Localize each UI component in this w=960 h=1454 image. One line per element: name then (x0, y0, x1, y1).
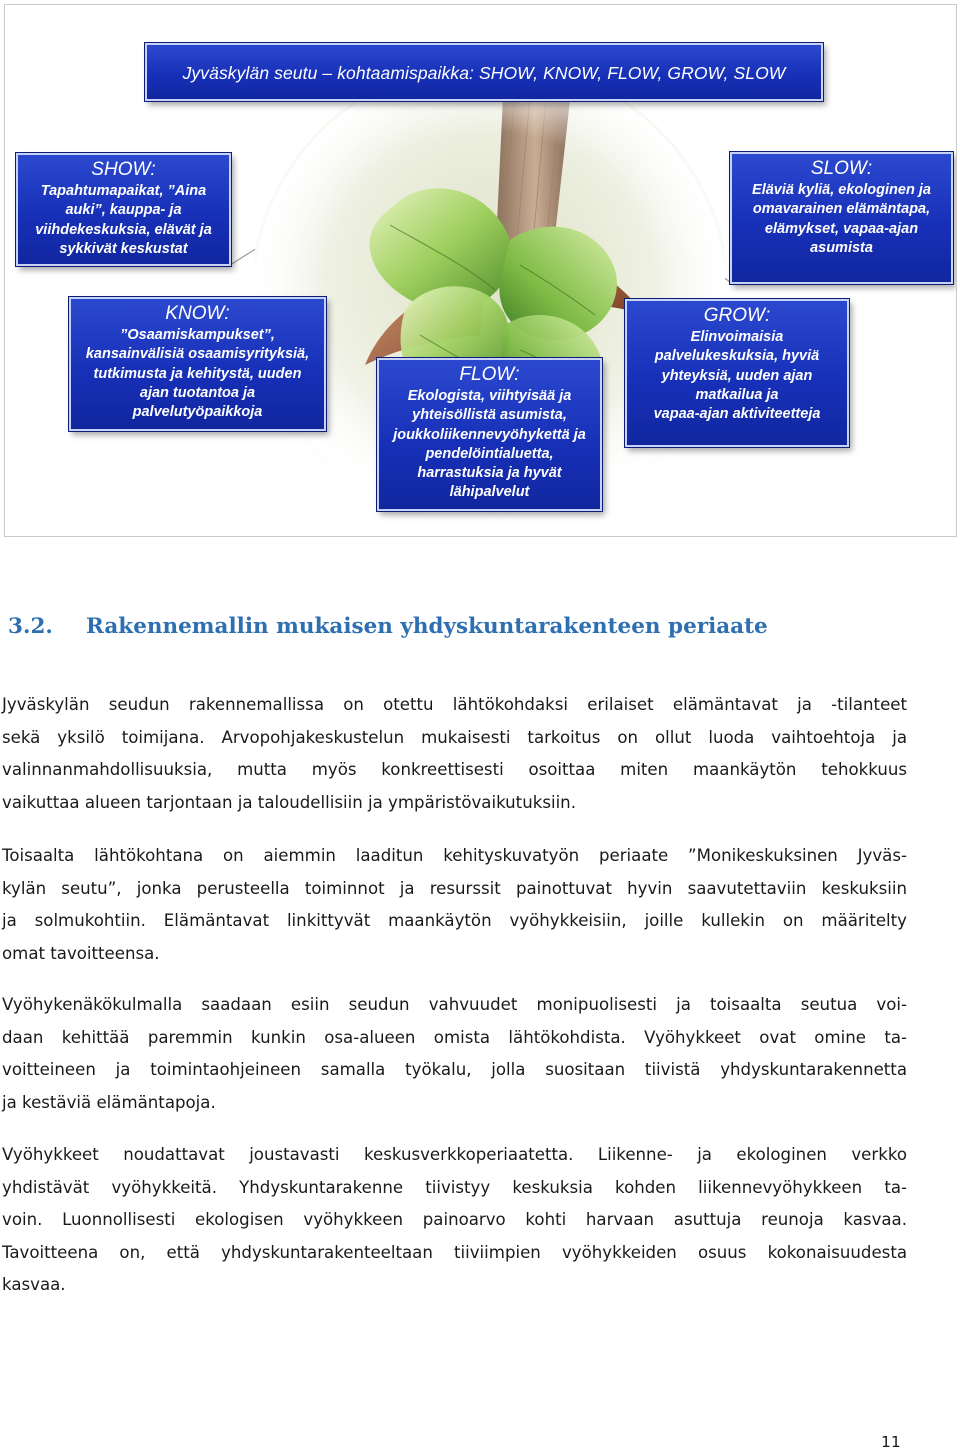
paragraph-line: voin. Luonnollisesti ekologisen vyöhykkeen painoarvo kohti harvaan asuttuja reunoja kasvaa. (2, 1210, 907, 1229)
paragraph-line: vaikuttaa alueen tarjontaan ja taloudellisiin ja ympäristövaikutuksiin. (2, 792, 576, 812)
slow-box (730, 152, 953, 284)
grow-text (627, 327, 847, 424)
know-line: ”Osaamiskampukset”, (120, 327, 275, 343)
paragraph (2, 840, 907, 970)
paragraph (2, 1139, 907, 1302)
flow-line: joukkoliikennevyöhykettä ja (393, 426, 586, 443)
show-box (16, 153, 231, 266)
paragraph-line: valinnanmahdollisuuksia, mutta myös konkreettisesti osoittaa miten maankäytön tehokkuus (2, 760, 907, 779)
page-number: 11 (881, 1433, 901, 1451)
paragraph-line: Vyöhykenäkökulmalla saadaan esiin seudun vahvuudet monipuolisesti ja toisaalta seutua voi- (2, 995, 907, 1014)
paragraph (2, 989, 907, 1119)
paragraph-line: voitteineen ja toimintaohjeineen samalla työkalu, jolla suositaan tiivistä yhdyskuntarakennetta (2, 1060, 907, 1079)
show-line: sykkivät keskustat (59, 240, 188, 257)
show-line: Tapahtumapaikat, ”Aina (40, 183, 207, 199)
flow-line: pendelöintialuetta, (425, 445, 554, 462)
diagram-title: Jyväskylän seutu – kohtaamispaikka: SHOW, KNOW, FLOW, GROW, SLOW (182, 63, 786, 83)
paragraph-line: Tavoitteena on, että yhdyskuntarakenteeltaan tiiviimpien vyöhykkeiden osuus kokonaisuudesta (2, 1242, 907, 1262)
flow-line: harrastuksia ja hyvät (417, 465, 562, 482)
slow-line: elämykset, vapaa-ajan (764, 220, 919, 237)
paragraph-line: yhdistävät vyöhykkeitä. Yhdyskuntarakenne tiivistyy keskuksia kohden liikennevyöhykkeen ta- (2, 1177, 907, 1197)
diagram-title-box (145, 43, 823, 101)
section-title: Rakennemallin mukaisen yhdyskuntarakenteen periaate (86, 614, 768, 639)
grow-line: vapaa-ajan aktiviteetteja (653, 406, 821, 423)
flow-title: FLOW: (459, 364, 520, 385)
paragraph-line: Jyväskylän seudun rakennemallissa on otettu lähtökohdaksi erilaiset elämäntavat ja -tilanteet (2, 695, 907, 714)
know-title: KNOW: (165, 303, 230, 324)
slow-text (732, 180, 951, 258)
grow-box (625, 299, 849, 447)
grow-line: yhteyksiä, uuden ajan (661, 367, 813, 384)
know-line: tutkimusta ja kehitystä, uuden (93, 365, 302, 382)
paragraph-line: ja solmukohtiin. Elämäntavat linkittyvät maankäytön vyöhykkeisiin, joille kullekin on määritelty (2, 911, 907, 930)
grow-title: GROW: (703, 305, 771, 326)
flow-box (377, 358, 602, 511)
show-line: auki”, kauppa- ja (65, 202, 182, 219)
know-line: kansainvälisiä osaamisyrityksiä, (85, 346, 310, 363)
know-box (69, 297, 326, 431)
slow-line: asumista (810, 239, 873, 256)
paragraph-line: Vyöhykkeet noudattavat joustavasti keskusverkkoperiaatetta. Liikenne- ja ekologinen verkko (2, 1145, 907, 1164)
show-line: viihdekeskuksia, elävät ja (35, 221, 212, 238)
know-line: ajan tuotantoa ja (139, 384, 256, 401)
grow-line: Elinvoimaisia (690, 329, 784, 345)
flow-line: lähipalvelut (449, 484, 530, 501)
show-title: SHOW: (91, 159, 156, 180)
know-text (71, 325, 324, 422)
flow-line: yhteisöllistä asumista, (412, 407, 567, 424)
paragraph-line: daan kehittää paremmin kunkin osa-alueen omista lähtökohdista. Vyöhykkeet ovat omine ta- (2, 1027, 907, 1047)
slow-title: SLOW: (810, 158, 873, 179)
grow-line: palvelukeskuksia, hyviä (654, 348, 820, 365)
paragraph-line: kasvaa. (2, 1275, 66, 1294)
paragraph-line: Toisaalta lähtökohtana on aiemmin laaditun kehityskuvatyön periaate ”Monikeskuksinen Jyväs- (2, 846, 907, 865)
flow-line: Ekologista, viihtyisää ja (407, 388, 572, 404)
paragraph-line: ja kestäviä elämäntapoja. (2, 1092, 216, 1112)
section-heading (8, 614, 768, 639)
grow-line: matkailua ja (695, 386, 779, 403)
paragraph (2, 689, 907, 819)
section-number: 3.2. (8, 614, 53, 639)
figure-diagram (4, 4, 957, 537)
slow-line: omavarainen elämäntapa, (752, 201, 931, 218)
flow-text (379, 386, 600, 503)
know-line: palvelutyöpaikkoja (132, 404, 263, 421)
slow-line: Eläviä kyliä, ekologinen ja (752, 182, 931, 198)
paragraph-line: sekä yksilö toimijana. Arvopohjakeskustelun mukaisesti tarkoitus on ollut luoda vaihtoehtoja ja (2, 727, 907, 747)
paragraph-line: kylän seutu”, jonka perusteella toiminnot ja resurssit painottuvat hyvin saavutettaviin keskuksiin (2, 878, 907, 898)
show-text (18, 181, 229, 259)
paragraph-line: omat tavoitteensa. (2, 943, 160, 963)
